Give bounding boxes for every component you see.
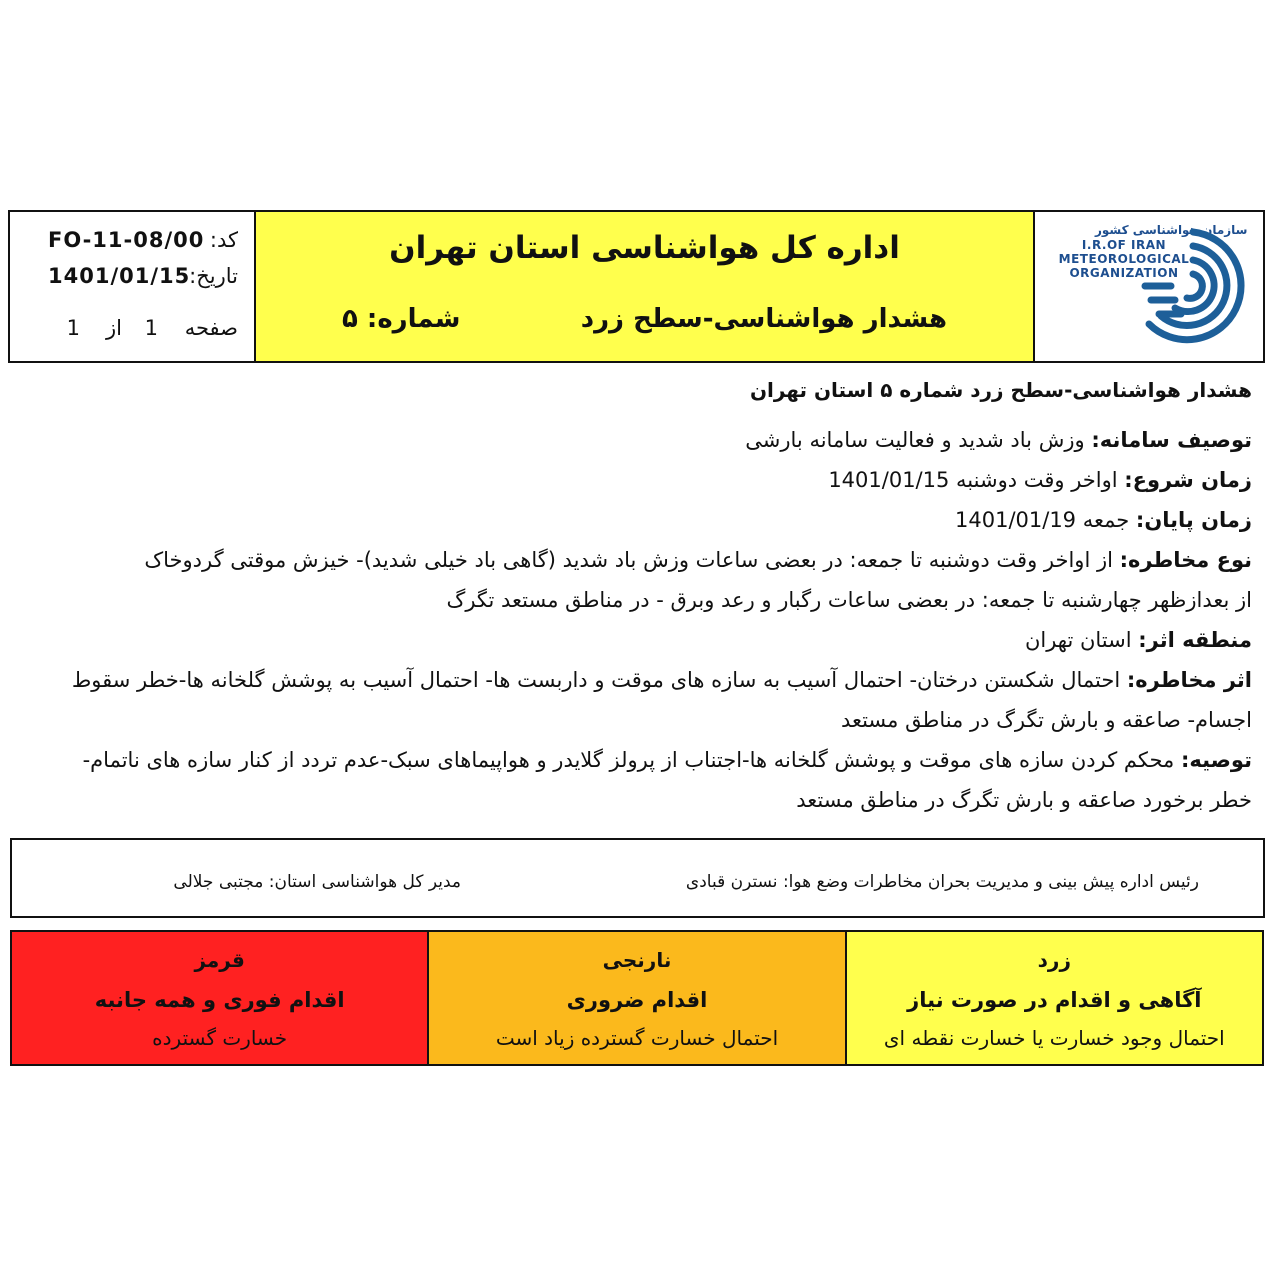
document-meta [10, 212, 256, 361]
code-label: کد: [209, 228, 238, 252]
advice [30, 740, 1252, 780]
hazard-effect [30, 660, 1252, 700]
date-row [10, 264, 238, 294]
legend-orange-desc: احتمال خسارت گسترده زیاد است [495, 1026, 779, 1050]
warning-level-title: هشدار هواشناسی-سطح زرد [580, 304, 947, 334]
legend-yellow [845, 932, 1262, 1064]
end-time [30, 500, 1252, 540]
date-label: تاریخ: [189, 264, 238, 288]
warning-level-legend [10, 930, 1264, 1066]
page-of: از [106, 316, 122, 340]
logo-en-line2: METEOROLOGICAL [1058, 252, 1190, 266]
effect-label: اثر مخاطره: [1126, 668, 1252, 692]
legend-red-desc: خسارت گسترده [152, 1026, 288, 1050]
start-text: اواخر وقت دوشنبه 1401/01/15 [828, 468, 1125, 492]
system-description [30, 420, 1252, 460]
logo-en-line3: ORGANIZATION [1069, 266, 1179, 280]
forecast-head-name: نسترن قبادی [685, 872, 778, 892]
code-value: FO-11-08/00 [48, 228, 205, 252]
advice-label: توصیه: [1180, 748, 1252, 772]
director-title: مدیر کل هواشناسی استان: [268, 872, 461, 892]
logo-en-line1: I.R.OF IRAN [1081, 238, 1167, 252]
legend-red-name: قرمز [194, 948, 245, 972]
start-label: زمان شروع: [1124, 468, 1252, 492]
system-label: توصیف سامانه: [1091, 428, 1252, 452]
date-value: 1401/01/15 [48, 264, 191, 288]
affected-area [30, 620, 1252, 660]
code-row [10, 228, 238, 258]
area-label: منطقه اثر: [1138, 628, 1252, 652]
page-row [10, 316, 238, 346]
legend-red [12, 932, 427, 1064]
hazard-text: از اواخر وقت دوشنبه تا جمعه: در بعضی ساعات وزش باد شدید (گاهی باد خیلی شدید)- خیزش موقتی گردوخاک [144, 548, 1120, 572]
warning-number: شماره: ۵ [342, 304, 461, 334]
director-name: مجتبی جلالی [173, 872, 264, 892]
legend-yellow-desc: احتمال وجود خسارت یا خسارت نقطه ای [883, 1026, 1225, 1050]
spiral-emblem-icon [1131, 224, 1255, 350]
legend-red-action: اقدام فوری و همه جانبه [94, 988, 345, 1012]
legend-yellow-name: زرد [1037, 948, 1071, 972]
director-signature [173, 872, 461, 892]
forecast-head-signature [686, 872, 1199, 892]
forecast-head-title: رئیس اداره پیش بینی و مدیریت بحران مخاطرات وضع هوا: [782, 872, 1199, 892]
warning-headline: هشدار هواشناسی-سطح زرد شماره ۵ استان تهران [749, 378, 1252, 402]
hazard-label: نوع مخاطره: [1119, 548, 1252, 572]
page-label: صفحه [184, 316, 238, 340]
meteorological-organization-logo [1035, 212, 1263, 361]
advice-line2: خطر برخورد صاعقه و بارش تگرگ در مناطق مستعد [796, 788, 1252, 812]
effect-text: احتمال شکستن درختان- احتمال آسیب به سازه های موقت و داربست ها- احتمال آسیب به پوشش گلخانه ها-خطر سقوط [71, 668, 1127, 692]
warning-details [30, 378, 1252, 820]
legend-orange-name: نارنجی [602, 948, 672, 972]
system-text: وزش باد شدید و فعالیت سامانه بارشی [745, 428, 1092, 452]
hazard-effect-line2: اجسام- صاعقه و بارش تگرگ در مناطق مستعد [840, 708, 1252, 732]
warning-header [8, 210, 1265, 363]
signature-box [10, 838, 1265, 918]
office-title: اداره کل هواشناسی استان تهران [389, 230, 900, 266]
page-current: 1 [144, 316, 158, 340]
hazard-type [30, 540, 1252, 580]
legend-yellow-action: آگاهی و اقدام در صورت نیاز [907, 988, 1202, 1012]
page-total: 1 [66, 316, 80, 340]
end-label: زمان پایان: [1135, 508, 1252, 532]
hazard-type-line2: از بعدازظهر چهارشنبه تا جمعه: در بعضی ساعات رگبار و رعد وبرق - در مناطق مستعد تگرگ [446, 588, 1252, 612]
end-text: جمعه 1401/01/19 [955, 508, 1136, 532]
header-title-block [256, 212, 1035, 361]
area-text: استان تهران [1024, 628, 1139, 652]
logo-fa-name: سازمان هواشناسی کشور [1095, 223, 1248, 237]
legend-orange-action: اقدام ضروری [566, 988, 708, 1012]
advice-text: محکم کردن سازه های موقت و پوشش گلخانه ها-اجتناب از پرولز گلایدر و هواپیماهای سبک-عدم تردد از کنار سازه های ناتمام- [82, 748, 1181, 772]
legend-orange [427, 932, 844, 1064]
start-time [30, 460, 1252, 500]
